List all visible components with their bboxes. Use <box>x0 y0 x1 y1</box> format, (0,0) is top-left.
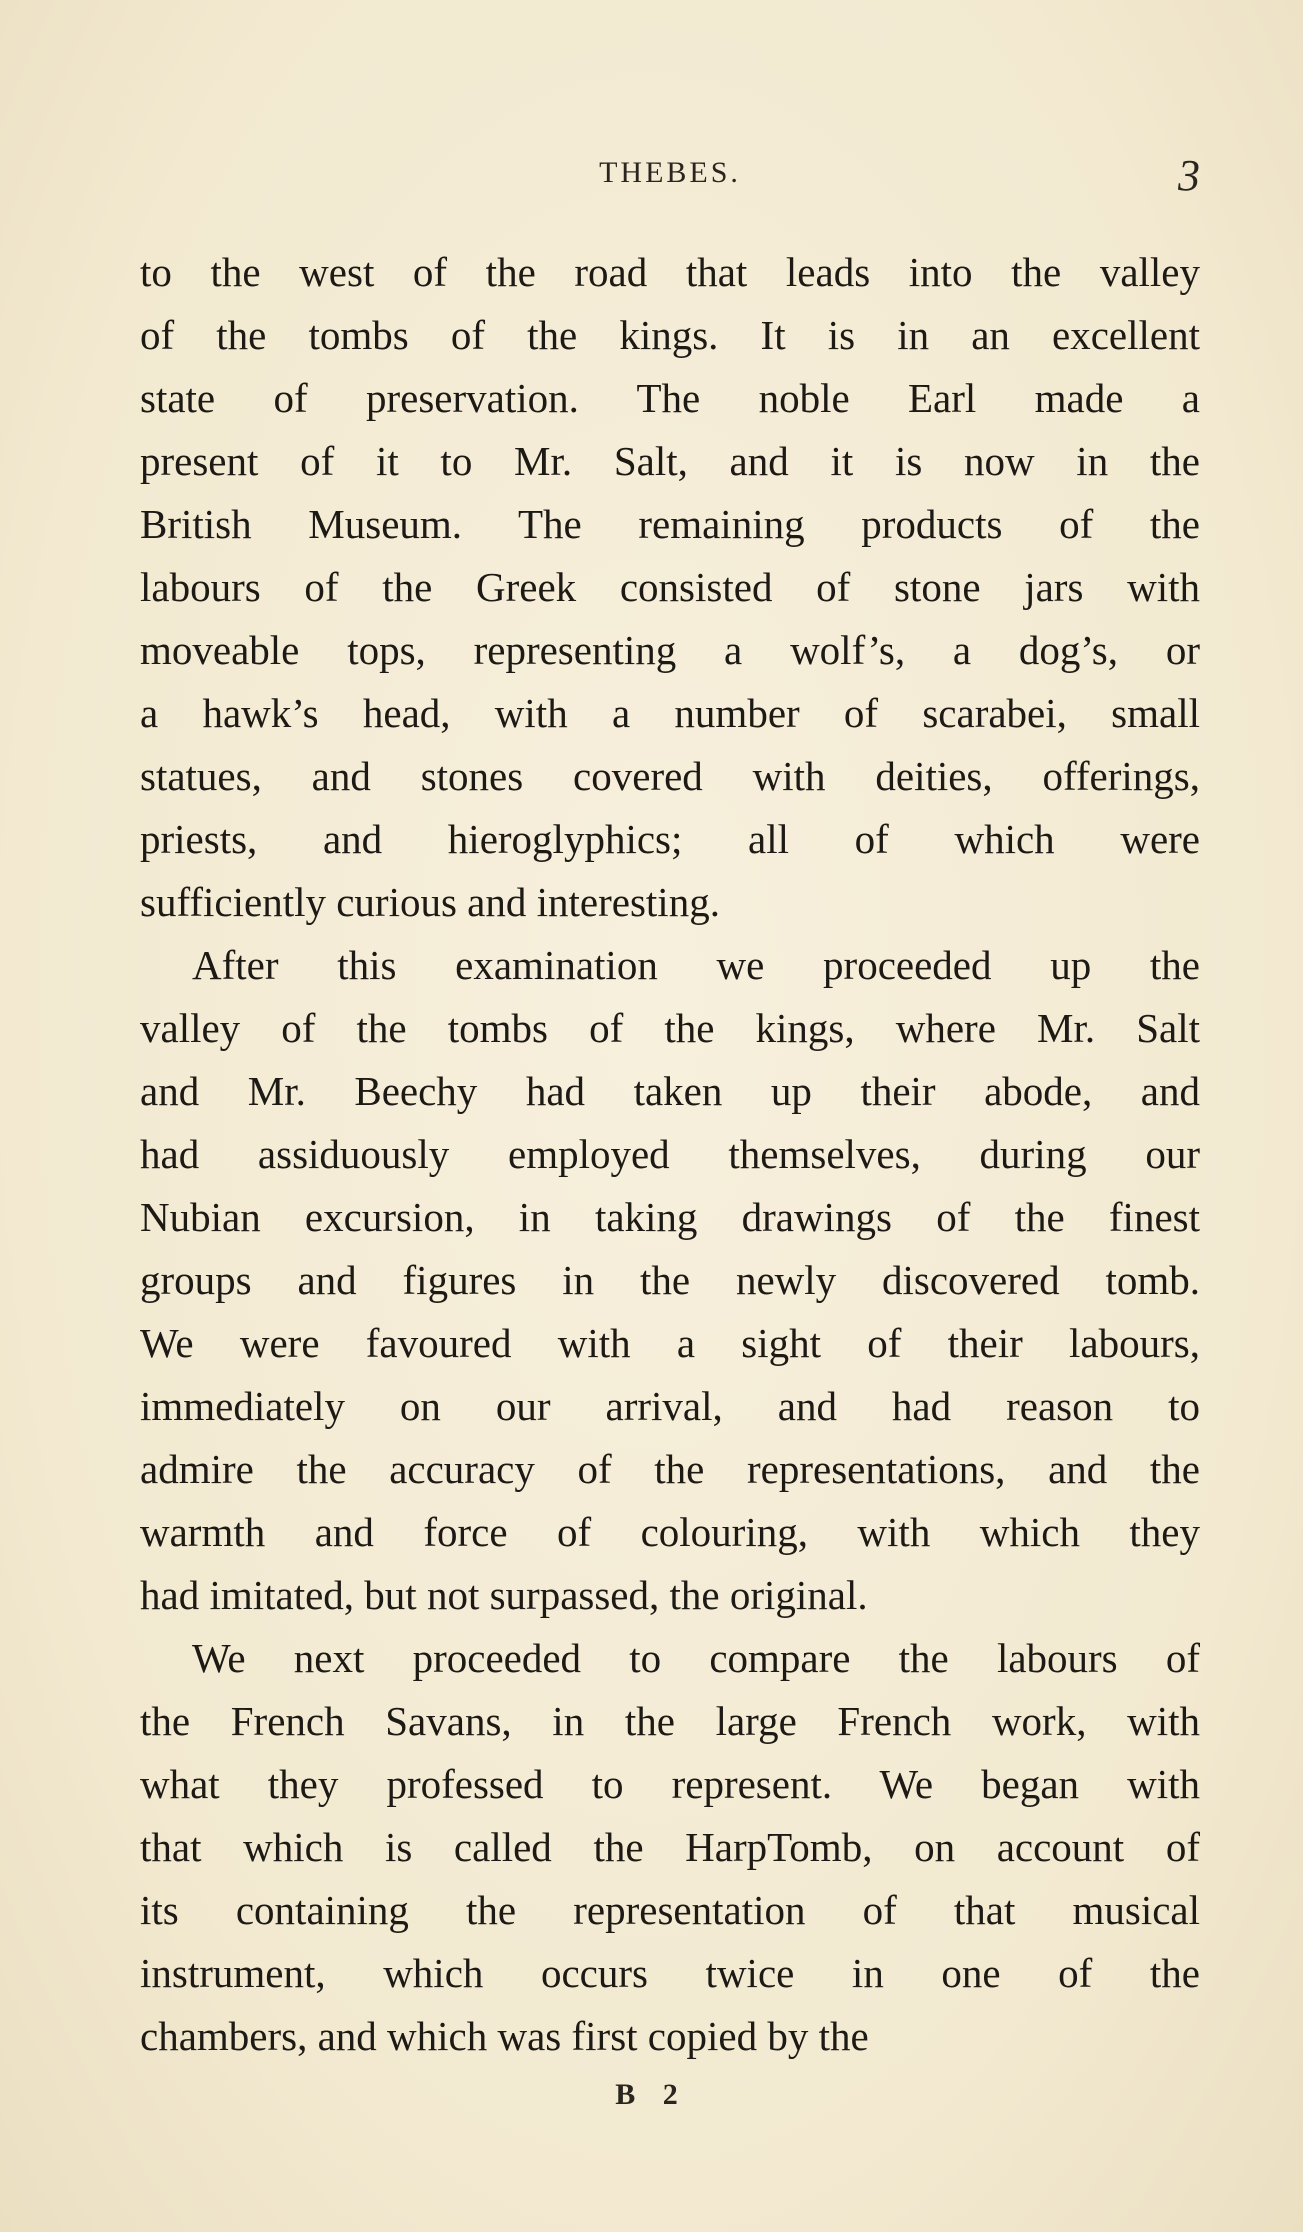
text-line: labours of the Greek consisted of stone jars with <box>140 564 1200 610</box>
text-line: of the tombs of the kings. It is in an excellent <box>140 312 1200 358</box>
running-head: THEBES. <box>599 156 741 189</box>
text-line: that which is called the HarpTomb, on account of <box>140 1824 1200 1870</box>
text-line: had imitated, but not surpassed, the original. <box>140 1572 868 1618</box>
text-line: instrument, which occurs twice in one of the <box>140 1950 1200 1996</box>
text-line: had assiduously employed themselves, during our <box>140 1131 1200 1177</box>
text-line: moveable tops, representing a wolf’s, a dog’s, or <box>140 627 1200 673</box>
text-line: warmth and force of colouring, with which they <box>140 1509 1200 1555</box>
text-line: Nubian excursion, in taking drawings of the finest <box>140 1194 1200 1240</box>
text-line: British Museum. The remaining products of the <box>140 501 1200 547</box>
text-line: the French Savans, in the large French work, with <box>140 1698 1200 1744</box>
text-line: We next proceeded to compare the labours of <box>192 1635 1200 1681</box>
text-line: what they professed to represent. We began with <box>140 1761 1200 1807</box>
text-line: priests, and hieroglyphics; all of which were <box>140 816 1200 862</box>
text-line: present of it to Mr. Salt, and it is now in the <box>140 438 1200 484</box>
text-line: statues, and stones covered with deities, offerings, <box>140 753 1200 799</box>
text-line: valley of the tombs of the kings, where Mr. Salt <box>140 1005 1200 1051</box>
text-line: admire the accuracy of the representations, and the <box>140 1446 1200 1492</box>
paragraph <box>140 934 1200 1627</box>
paragraph <box>140 1627 1200 2068</box>
body-text <box>140 241 1200 2068</box>
signature-mark: B 2 <box>615 2078 688 2111</box>
text-line: We were favoured with a sight of their labours, <box>140 1320 1200 1366</box>
text-line: to the west of the road that leads into the valley <box>140 249 1200 295</box>
text-line: chambers, and which was first copied by the <box>140 2013 869 2059</box>
page-number: 3 <box>1178 151 1200 200</box>
text-line: immediately on our arrival, and had reason to <box>140 1383 1200 1429</box>
text-line: and Mr. Beechy had taken up their abode, and <box>140 1068 1200 1114</box>
page-header <box>140 150 1200 200</box>
text-line: state of preservation. The noble Earl made a <box>140 375 1200 421</box>
paragraph <box>140 241 1200 934</box>
text-line: sufficiently curious and interesting. <box>140 879 720 925</box>
text-line: its containing the representation of that musical <box>140 1887 1200 1933</box>
text-line: After this examination we proceeded up the <box>192 942 1200 988</box>
text-line: a hawk’s head, with a number of scarabei, small <box>140 690 1200 736</box>
text-line: groups and figures in the newly discovered tomb. <box>140 1257 1200 1303</box>
